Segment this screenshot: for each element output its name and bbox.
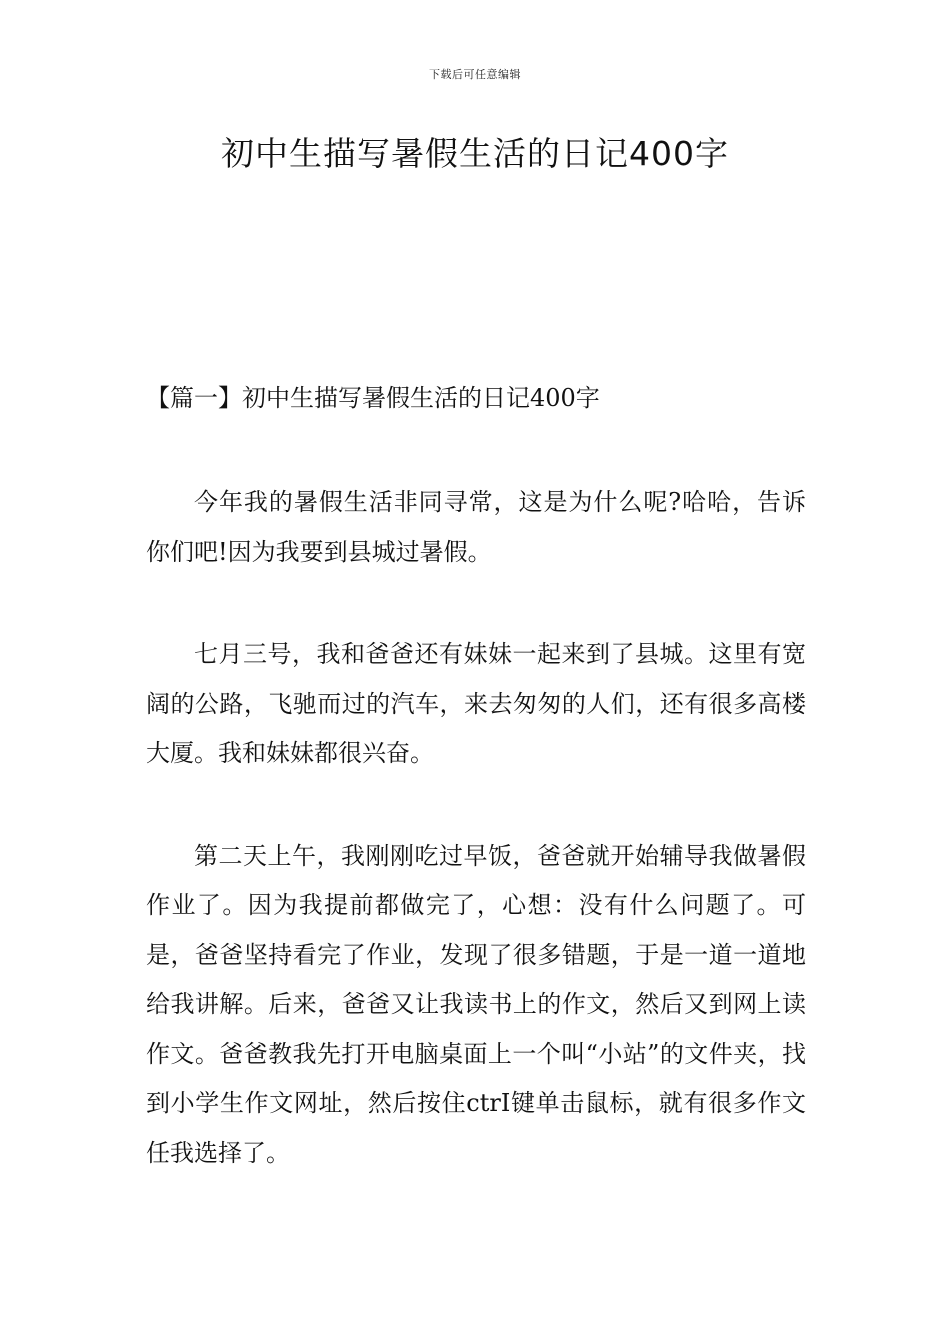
paragraph-3: 第二天上午，我刚刚吃过早饭，爸爸就开始辅导我做暑假作业了。因为我提前都做完了，心想：没有什么问题了。可是，爸爸坚持看完了作业，发现了很多错题，于是一道一道地给我讲解。后来，爸爸又让我读书上的作文，然后又到网上读作文。爸爸教我先打开电脑桌面上一个叫“小站”的文件夹，找到小学生作文网址，然后按住ctrI键单击鼠标，就有很多作文任我选择了。 (146, 841, 806, 1167)
paragraph-2: 七月三号，我和爸爸还有妹妹一起来到了县城。这里有宽阔的公路，飞驰而过的汽车，来去匆匆的人们，还有很多高楼大厦。我和妹妹都很兴奋。 (146, 640, 806, 767)
document-title: 初中生描写暑假生活的日记400字 (221, 134, 729, 173)
section-heading: 【篇一】初中生描写暑假生活的日记400字 (146, 384, 600, 412)
paragraph-1: 今年我的暑假生活非同寻常，这是为什么呢?哈哈，告诉你们吧!因为我要到县城过暑假。 (146, 488, 806, 566)
page-header-note: 下载后可任意编辑 (429, 68, 521, 81)
document-body (146, 478, 806, 1231)
